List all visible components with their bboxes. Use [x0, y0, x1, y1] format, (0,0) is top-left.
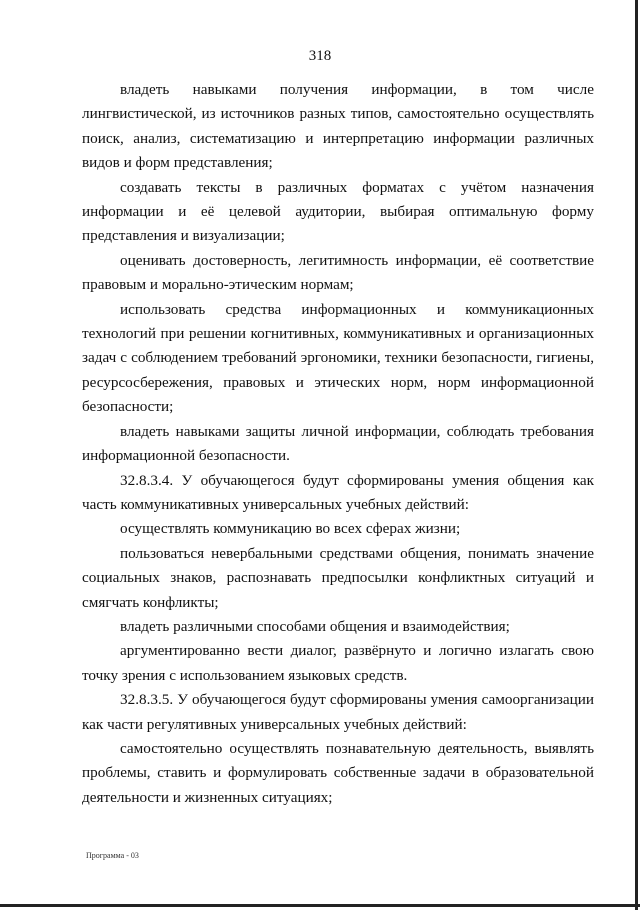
paragraph: создавать тексты в различных форматах с учётом назначения информации и её целевой аудитории, выбирая оптимальную форму представления и визуализации;	[82, 178, 594, 245]
paragraph: самостоятельно осуществлять познавательную деятельность, выявлять проблемы, ставить и формулировать собственные задачи в образовательной деятельности и жизненных ситуациях;	[82, 739, 594, 806]
paragraph: аргументированно вести диалог, развёрнуто и логично излагать свою точку зрения с использованием языковых средств.	[82, 642, 594, 684]
footer-label: Программа - 03	[86, 851, 139, 860]
paragraph: владеть различными способами общения и взаимодействия;	[120, 617, 510, 635]
paragraph: пользоваться невербальными средствами общения, понимать значение социальных знаков, распознавать предпосылки конфликтных ситуаций и смягчать конфликты;	[82, 544, 594, 611]
paragraph: владеть навыками получения информации, в том числе лингвистической, из источников разных типов, самостоятельно осуществлять поиск, анализ, систематизацию и интерпретацию информации различных видов и форм представления;	[82, 81, 594, 172]
body-text	[82, 78, 594, 810]
scan-edge-bottom	[0, 904, 640, 907]
paragraph: владеть навыками защиты личной информации, соблюдать требования информационной безопасности.	[82, 422, 594, 465]
paragraph: 32.8.3.5. У обучающегося будут сформированы умения самоорганизации как части регулятивных универсальных учебных действий:	[82, 691, 594, 733]
paragraph: осуществлять коммуникацию во всех сферах жизни;	[120, 520, 461, 538]
paragraph: использовать средства информационных и коммуникационных технологий при решении когнитивных, коммуникативных и организационных задач с соблюдением требований эргономики, техники безопасности, гигиены, ресурсосбережения, правовых и этических норм, норм информационной безопасности;	[82, 300, 594, 416]
paragraph: оценивать достоверность, легитимность информации, её соответствие правовым и морально-этическим нормам;	[82, 251, 594, 294]
page-number: 318	[308, 48, 332, 64]
paragraph: 32.8.3.4. У обучающегося будут сформированы умения общения как часть коммуникативных универсальных учебных действий:	[82, 471, 594, 513]
scan-edge-right	[635, 0, 638, 910]
